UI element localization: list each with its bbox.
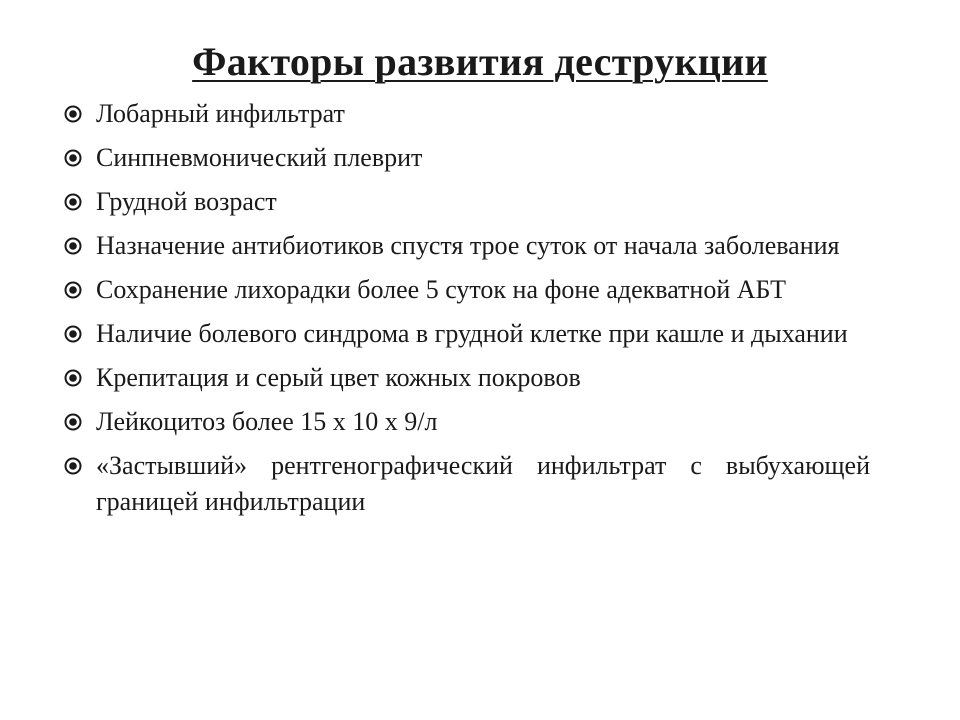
- list-item: [64, 316, 870, 352]
- list-item-text: Лейкоцитоз более 15 х 10 х 9/л: [96, 407, 438, 436]
- circled-dot-bullet-icon: [64, 369, 82, 387]
- list-item-text: «Застывший» рентгенографический инфильтрат с выбухающей границей инфильтрации: [96, 451, 870, 516]
- list-item: [64, 272, 870, 308]
- list-item: [64, 448, 870, 520]
- circled-dot-bullet-icon: [64, 193, 82, 211]
- circled-dot-bullet-icon: [64, 149, 82, 167]
- list-item: [64, 140, 870, 176]
- list-item: [64, 228, 870, 264]
- circled-dot-bullet-icon: [64, 105, 82, 123]
- list-item: [64, 404, 870, 440]
- list-item-text: Назначение антибиотиков спустя трое суток от начала заболевания: [96, 231, 840, 260]
- factor-list: [64, 96, 870, 528]
- circled-dot-bullet-icon: [64, 237, 82, 255]
- list-item-text: Грудной возраст: [96, 187, 277, 216]
- list-item: [64, 184, 870, 220]
- list-item-text: Сохранение лихорадки более 5 суток на фоне адекватной АБТ: [96, 275, 786, 304]
- slide-title: Факторы развития деструкции: [192, 39, 768, 84]
- list-item-text: Крепитация и серый цвет кожных покровов: [96, 363, 581, 392]
- circled-dot-bullet-icon: [64, 281, 82, 299]
- list-item: [64, 96, 870, 132]
- list-item-text: Лобарный инфильтрат: [96, 99, 345, 128]
- list-item-text: Синпневмонический плеврит: [96, 143, 423, 172]
- list-item: [64, 360, 870, 396]
- circled-dot-bullet-icon: [64, 413, 82, 431]
- circled-dot-bullet-icon: [64, 457, 82, 475]
- list-item-text: Наличие болевого синдрома в грудной клетке при кашле и дыхании: [96, 319, 848, 348]
- circled-dot-bullet-icon: [64, 325, 82, 343]
